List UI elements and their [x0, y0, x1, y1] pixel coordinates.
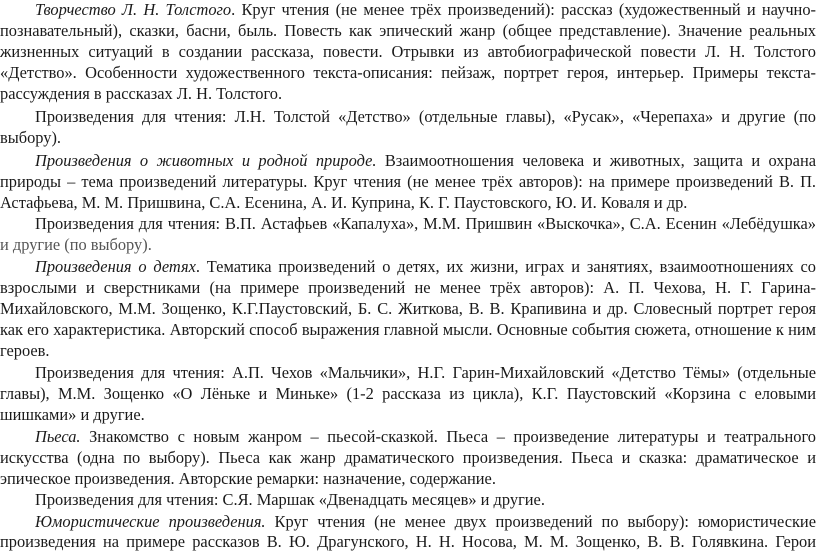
section-heading: Юмористические произведения.	[35, 512, 266, 531]
text-line: Пьеса. Знакомство с новым жанром – пьесой-сказкой. Пьеса – произведение литературы и театрального	[35, 427, 816, 446]
text-line: Произведения для чтения: А.П. Чехов «Мальчики», Н.Г. Гарин-Михайловский «Детство Тёмы» (отдельные	[35, 363, 816, 382]
text-line: и другие (по выбору).	[0, 235, 152, 254]
section-heading: Пьеса.	[35, 427, 81, 446]
text-line: как его характеристика. Авторский способ выражения главной мысли. Основные события сюжета, отношение к ним	[0, 320, 816, 339]
text-line: шишками» и другие.	[0, 405, 145, 424]
text-line: искусства (одна по выбору). Пьеса как жанр драматического произведения. Пьеса и сказка: драматическое и	[0, 448, 816, 467]
text-line: «Детство». Особенности художественного текста-описания: пейзаж, портрет героя, интерьер. Примеры текста-	[0, 63, 816, 82]
text-line: рассуждения в рассказах Л. Н. Толстого.	[0, 84, 283, 103]
text-line: главы), М.М. Зощенко «О Лёньке и Миньке» (1-2 рассказа из цикла), К.Г. Паустовский «Корзина с еловыми	[0, 384, 816, 403]
text-line: героев.	[0, 341, 50, 360]
text-line: Произведения для чтения: С.Я. Маршак «Двенадцать месяцев» и другие.	[35, 490, 545, 509]
text-line: Произведения для чтения: В.П. Астафьев «Капалуха», М.М. Пришвин «Выскочка», С.А. Есенин «Лебёдушка»	[35, 214, 816, 233]
text-line: Юмористические произведения. Круг чтения (не менее двух произведений по выбору): юмористические	[35, 512, 816, 531]
text-line: произведения на примере рассказов В. Ю. Драгунского, Н. Н. Носова, М. М. Зощенко, В. В. Голявкина. Герои	[0, 532, 816, 551]
text-line: Произведения для чтения: Л.Н. Толстой «Детство» (отдельные главы), «Русак», «Черепаха» и другие (по	[35, 107, 816, 126]
section-heading: Творчество Л. Н. Толстого	[35, 0, 232, 19]
text-line: Произведения о детях. Тематика произведений о детях, их жизни, играх и занятиях, взаимоотношениях со	[35, 257, 816, 276]
section-heading: Произведения о детях	[35, 257, 196, 276]
text-line: взрослыми и сверстниками (на примере произведений не менее трёх авторов): А. П. Чехова, Н. Г. Гарина-	[0, 278, 816, 297]
text-line: Михайловского, М.М. Зощенко, К.Г.Паустовский, Б. С. Житкова, В. В. Крапивина и др. Словесный портрет героя	[0, 299, 816, 318]
text-line: природы – тема произведений литературы. Круг чтения (не менее трёх авторов): на примере произведений В. П.	[0, 172, 816, 191]
text-line: эпическое произведения. Авторские ремарки: назначение, содержание.	[0, 469, 496, 488]
section-heading: Произведения о животных и родной природе.	[35, 151, 377, 170]
text-line: выбору).	[0, 128, 62, 147]
text-line: жизненных ситуаций в создании рассказа, повести. Отрывки из автобиографической повести Л. Н. Толстого	[0, 42, 816, 61]
text-line: Астафьева, М. М. Пришвина, С.А. Есенина, А. И. Куприна, К. Г. Паустовского, Ю. И. Коваля и др.	[0, 193, 688, 212]
text-line: Произведения о животных и родной природе. Взаимоотношения человека и животных, защита и охрана	[35, 151, 816, 170]
text-line: Творчество Л. Н. Толстого. Круг чтения (не менее трёх произведений): рассказ (художественный и научно-	[35, 0, 816, 19]
text-line: познавательный), сказки, басни, быль. Повесть как эпический жанр (общее представление). Значение реальных	[0, 21, 816, 40]
